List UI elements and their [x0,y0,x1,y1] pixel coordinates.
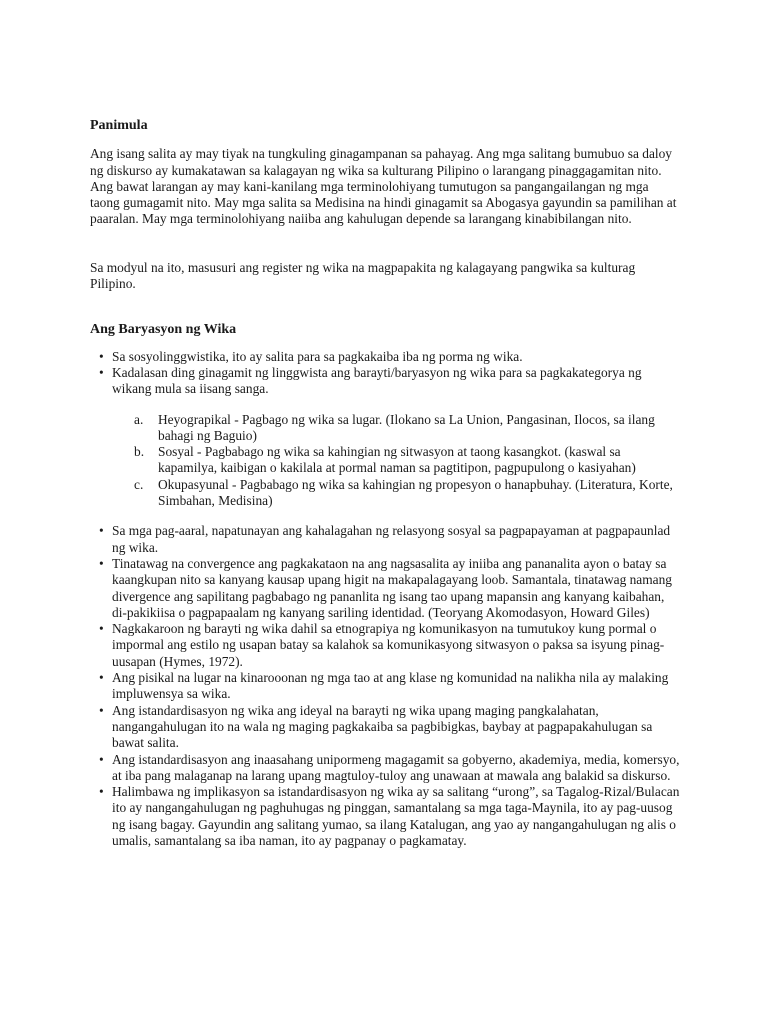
sublist-text: Heyograpikal - Pagbago ng wika sa lugar. (Ilokano sa La Union, Pangasinan, Ilocos, sa ilang bahagi ng Baguio) [158,411,655,443]
module-paragraph: Sa modyul na ito, masusuri ang register ng wika na magpapakita ng kalagayang pangwika sa kulturag Pilipino. [90,259,636,292]
sublist-marker: c. [134,476,144,492]
bullet-list-top [90,349,680,398]
intro-paragraph: Ang isang salita ay may tiyak na tungkuling ginagampanan sa pahayag. Ang mga salitang bumubuo sa daloy ng diskurso ay kumakatawan sa kalagayan ng wika sa kulturang Pilipino o larangang pinaggagamitan nito. Ang bawat larangan ay may kani-kanilang mga terminolohiyang tumutugon sa pangangailangan ng mga taong gumagamit nito. May mga salita sa Medisina na hindi ginagamit sa Abogasya gayundin sa pamilihan at paaralan. May mga terminolohiyang naiiba ang kahulugan depende sa larangang kinabibilangan nito. [90,146,677,227]
section-heading-baryasyon: Ang Baryasyon ng Wika [90,322,237,338]
sublist-marker: b. [134,444,145,460]
sublist-item [90,444,680,477]
list-item: • Ang istandardisasyon ng wika ang ideyal na barayti ng wika upang maging pangkalahatan, nangangahulugan ito na wala ng maging pagkakaiba sa pagbibigkas, baybay at pagpapakahulugan sa bawat salita. [90,703,680,752]
list-item: • Tinatawag na convergence ang pagkakataon na ang nagsasalita ay iniiba ang pananalita ayon o batay sa kaangkupan nito sa kanyang kausap upang higit na makapalagayang loob. Samantala, tinatawag namang divergence ang sapilitang pagbabago ng pananlita ng isang tao upang mapansin ang kanyang kaibahan, di-pakikiisa o pagpapaalam ng kanyang sariling identidad. (Teoryang Akomodasyon, Howard Giles) [90,556,680,621]
sublist-text: Sosyal - Pagbabago ng wika sa kahingian ng sitwasyon at taong kasangkot. (kaswal sa kapamilya, kaibigan o kakilala at pormal naman sa pagtitipon, pagpupulong o kasiyahan) [158,444,636,476]
document-page [90,118,680,849]
sublist-item [90,477,680,510]
bullet-list-bottom [90,523,680,849]
list-item: • Sa sosyolinggwistika, ito ay salita para sa pagkakaiba iba ng porma ng wika. [90,349,680,365]
list-item: • Ang istandardisasyon ang inaasahang unipormeng magagamit sa gobyerno, akademiya, media, komersyo, at iba pang malaganap na larang upang magtuloy-tuloy ang unawaan at mawala ang balakid sa diskurso. [90,752,680,785]
list-item: • Ang pisikal na lugar na kinarooonan ng mga tao at ang klase ng komunidad na nalikha nila ay malaking impluwensya sa wika. [90,670,680,703]
list-item: • Kadalasan ding ginagamit ng linggwista ang barayti/baryasyon ng wika para sa pagkakategorya ng wikang mula sa iisang sanga. [90,365,680,398]
sublist-item [90,412,680,445]
variation-sublist [90,412,680,510]
sublist-marker: a. [134,411,144,427]
list-item: • Halimbawa ng implikasyon sa istandardisasyon ng wika ay sa salitang “urong”, sa Tagalog-Rizal/Bulacan ito ay nangangahulugan ng paghuhugas ng pinggan, samantalang sa mga taga-Maynila, ito ay pag-uusog ng isang bagay. Gayundin ang salitang yumao, sa ilang Katalugan, ang yao ay nangangahulugan ng alis o umalis, samantalang sa iba naman, ito ay pagpanay o pagkamatay. [90,784,680,849]
section-heading-panimula: Panimula [90,118,148,133]
list-item: • Sa mga pag-aaral, napatunayan ang kahalagahan ng relasyong sosyal sa pagpapayaman at pagpapaunlad ng wika. [90,523,680,556]
sublist-text: Okupasyunal - Pagbabago ng wika sa kahingian ng propesyon o hanapbuhay. (Literatura, Korte, Simbahan, Medisina) [158,476,673,509]
list-item: • Nagkakaroon ng barayti ng wika dahil sa etnograpiya ng komunikasyon na tumutukoy kung pormal o impormal ang estilo ng usapan batay sa kalahok sa komunikasyong sitwasyon o paksa sa isyung pinag-uusapan (Hymes, 1972). [90,621,680,670]
